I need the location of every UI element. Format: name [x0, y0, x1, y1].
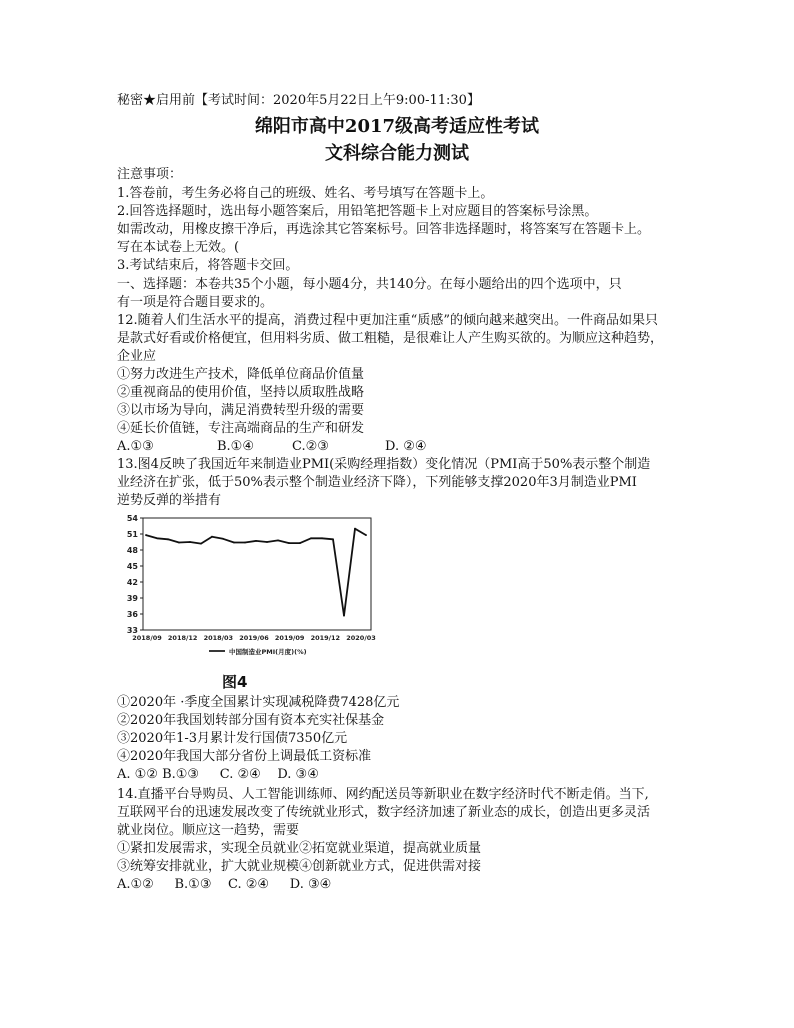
y-tick-label: 48: [126, 546, 138, 555]
x-tick-label: 2018/12: [167, 634, 198, 642]
choice-b: B.①④: [217, 439, 254, 454]
pmi-chart-svg: [117, 510, 379, 662]
confidential-exam-time-line: 秘密★启用前【考试时间：2020年5月22日上午9:00-11:30】: [117, 93, 480, 108]
note-item-2: 2.回答选择题时，选出每小题答案后，用铅笔把答题卡上对应题目的答案标号涂黑。: [117, 204, 598, 219]
question-13-statement-2: ②2020年我国划转部分国有资本充实社保基金: [117, 713, 385, 728]
pmi-data-point: [200, 543, 202, 545]
pmi-data-point: [365, 534, 367, 536]
exam-title: 绵阳市高中2017级高考适应性考试: [254, 116, 540, 137]
x-tick-label: 2019/12: [310, 634, 341, 642]
y-tick-label: 45: [126, 562, 138, 571]
question-12-statement-2: ②重视商品的使用价值，坚持以质取胜战略: [117, 385, 365, 400]
question-12-stem-line-3: 企业应: [117, 349, 157, 364]
figure-caption: 图4: [222, 673, 248, 691]
pmi-data-point: [244, 542, 246, 544]
section-instructions-line-1: 一、选择题：本卷共35个小题，每小题4分，共140分。在每小题给出的四个选项中，只: [117, 277, 622, 292]
question-13-statement-1: ①2020年 ·季度全国累计实现减税降费7428亿元: [117, 695, 400, 710]
question-13-stem-line-1: 13.图4反映了我国近年来制造业PMI(采购经理指数）变化情况（PMI高于50%表示整个制造: [117, 457, 651, 472]
pmi-data-point: [354, 528, 356, 530]
question-13-statement-4: ④2020年我国大部分省份上调最低工资标准: [117, 749, 372, 764]
question-13-stem-line-3: 逆势反弹的举措有: [117, 493, 222, 508]
question-12-statement-3: ③以市场为导向，满足消费转型升级的需要: [117, 403, 365, 418]
y-tick-label: 51: [126, 530, 138, 539]
question-13-statement-3: ③2020年1-3月累计发行国债7350亿元: [117, 731, 348, 746]
pmi-data-point: [222, 538, 224, 540]
question-12-statement-4: ④延长价值链，专注高端商品的生产和研发: [117, 421, 365, 436]
question-14-stem-line-3: 就业岗位。顺应这一趋势，需要: [117, 823, 300, 838]
pmi-data-point: [255, 540, 257, 542]
question-12-statement-1: ①努力改进生产技术，降低单位商品价值量: [117, 367, 365, 382]
question-13-choices: A. ①② B.①③ C. ②④ D. ③④: [117, 767, 319, 782]
question-14-statements-3-4: ③统筹安排就业，扩大就业规模④创新就业方式，促进供需对接: [117, 859, 482, 874]
pmi-data-point: [145, 534, 147, 536]
choice-c: C.②③: [292, 439, 329, 454]
y-tick-label: 42: [126, 578, 138, 587]
question-14-stem-line-2: 互联网平台的迅速发展改变了传统就业形式，数字经济加速了新业态的成长，创造出更多灵活: [117, 805, 651, 820]
pmi-data-point: [299, 542, 301, 544]
pmi-data-point: [156, 537, 158, 539]
x-tick-label: 2018/09: [132, 634, 162, 642]
note-item-2-end: 写在本试卷上无效。(: [117, 240, 240, 255]
question-14-statements-1-2: ①紧扣发展需求，实现全员就业②拓宽就业渠道，提高就业质量: [117, 841, 482, 856]
question-12-stem-line-2: 是款式好看或价格便宜，但用料劣质、做工粗糙，是很难让人产生购买欲的。为顺应这种趋势，: [117, 331, 664, 346]
pmi-data-point: [310, 537, 312, 539]
pmi-line-chart: [117, 510, 379, 662]
pmi-data-point: [189, 541, 191, 543]
choice-d: D. ②④: [385, 439, 427, 454]
question-14-stem-line-1: 14.直播平台导购员、人工智能训练师、网约配送员等新职业在数字经济时代不断走俏。当下,: [117, 787, 649, 802]
question-14-choices: A.①② B.①③ C. ②④ D. ③④: [117, 877, 332, 892]
pmi-data-point: [266, 541, 268, 543]
choice-a: A.①③: [117, 439, 154, 454]
question-13-stem-line-2: 业经济在扩张，低于50%表示整个制造业经济下降），下列能够支撑2020年3月制造业PMI: [117, 475, 637, 490]
legend-label: 中国制造业PMI(月度)(%): [229, 648, 307, 656]
x-tick-label: 2019/09: [274, 634, 305, 642]
x-tick-label: 2018/03: [203, 634, 234, 642]
pmi-data-point: [332, 538, 334, 540]
plot-frame: [143, 518, 371, 630]
y-tick-label: 39: [126, 594, 138, 603]
y-tick-label: 36: [126, 610, 138, 619]
pmi-data-point: [288, 542, 290, 544]
pmi-data-point: [277, 540, 279, 542]
pmi-data-point: [211, 536, 213, 538]
y-tick-label: 54: [126, 514, 138, 523]
note-item-1: 1.答卷前，考生务必将自己的班级、姓名、考号填写在答题卡上。: [117, 186, 494, 201]
x-tick-label: 2019/06: [239, 634, 269, 642]
question-12-stem-line-1: 12.随着人们生活水平的提高，消费过程中更加注重“质感”的倾向越来越突出。一件商品如果只: [117, 313, 658, 328]
note-item-2-continued: 如需改动，用橡皮擦干净后，再选涂其它答案标号。回答非选择题时，将答案写在答题卡上。: [117, 222, 651, 237]
notes-heading: 注意事项：: [117, 167, 183, 182]
note-item-3: 3.考试结束后，将答题卡交回。: [117, 258, 299, 273]
pmi-data-point: [321, 537, 323, 539]
pmi-data-point: [178, 542, 180, 544]
section-instructions-line-2: 有一项是符合题目要求的。: [117, 295, 274, 310]
pmi-data-point: [233, 542, 235, 544]
y-tick-label: 33: [126, 626, 138, 635]
exam-subtitle: 文科综合能力测试: [325, 143, 469, 164]
x-tick-label: 2020/03: [346, 634, 376, 642]
pmi-data-point: [167, 538, 169, 540]
pmi-data-point: [343, 615, 345, 617]
